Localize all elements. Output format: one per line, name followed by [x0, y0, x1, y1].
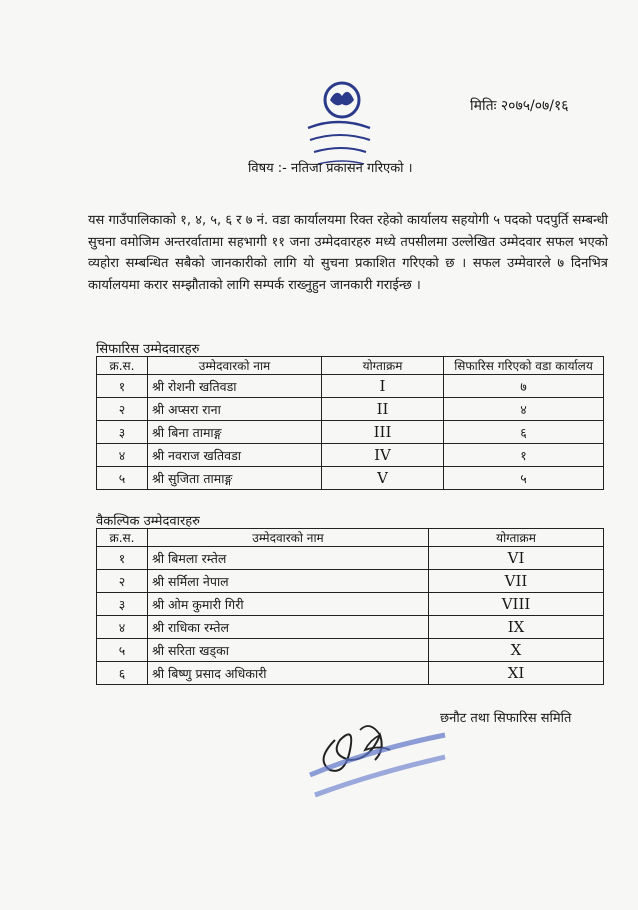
recommended-title: सिफारिस उम्मेदवारहरु — [96, 342, 200, 357]
cell-rank: VII — [429, 570, 604, 593]
signature-stamp — [290, 700, 460, 805]
cell-ward: ४ — [444, 398, 604, 421]
table-row — [97, 398, 604, 421]
cell-rank: V — [322, 467, 444, 490]
header-rank: योग्ताक्रम — [429, 529, 604, 547]
cell-sn: २ — [97, 570, 148, 593]
alternate-title: वैकल्पिक उम्मेदवारहरु — [96, 514, 200, 529]
cell-rank: IV — [322, 444, 444, 467]
table-row — [97, 662, 604, 685]
recommended-table — [96, 356, 604, 490]
table-row — [97, 547, 604, 570]
alternate-table — [96, 528, 604, 685]
cell-ward: १ — [444, 444, 604, 467]
header-ward: सिफारिस गरिएको वडा कार्यालय — [444, 357, 604, 375]
cell-name: श्री सरिता खड्का — [148, 639, 429, 662]
cell-sn: ३ — [97, 421, 148, 444]
date-line: मितिः २०७५/०७/१६ — [470, 98, 569, 114]
table-row — [97, 593, 604, 616]
cell-sn: २ — [97, 398, 148, 421]
cell-ward: ७ — [444, 375, 604, 398]
cell-sn: ४ — [97, 444, 148, 467]
header-name: उम्मेदवारको नाम — [148, 529, 429, 547]
cell-rank: VI — [429, 547, 604, 570]
cell-rank: II — [322, 398, 444, 421]
table-row — [97, 639, 604, 662]
cell-name: श्री राधिका रम्तेल — [148, 616, 429, 639]
header-sn: क्र.स. — [97, 529, 148, 547]
table-header-row — [97, 529, 604, 547]
cell-name: श्री अप्सरा राना — [148, 398, 322, 421]
cell-sn: ४ — [97, 616, 148, 639]
notice-body: यस गाउँपालिकाको १, ४, ५, ६ र ७ नं. वडा कार्यालयमा रिक्त रहेको कार्यालय सहयोगी ५ पदको पदपुर्ति सम्बन्धी सुचना वमोजिम अन्तरर्वातामा सहभागी ११ जना उम्मेदवारहरु मध्ये तपसीलमा उल्लेखित उम्मेदवार सफल भएको व्यहोरा सम्बन्धित सबैको जानकारीको लागि यो सुचना प्रकाशित गरिएको छ । सफल उम्मेवारले ७ दिनभित्र कार्यालयमा करार सम्झौताको लागि सम्पर्क राख्नुहुन जानकारी गराईन्छ । — [88, 213, 608, 293]
cell-sn: ५ — [97, 639, 148, 662]
table-row — [97, 444, 604, 467]
header-sn: क्र.स. — [97, 357, 148, 375]
cell-sn: ६ — [97, 662, 148, 685]
cell-sn: १ — [97, 375, 148, 398]
committee-name: छनौट तथा सिफारिस समिति — [440, 711, 572, 726]
cell-sn: ५ — [97, 467, 148, 490]
cell-name: श्री बिष्णु प्रसाद अधिकारी — [148, 662, 429, 685]
table-row — [97, 616, 604, 639]
cell-name: श्री नवराज खतिवडा — [148, 444, 322, 467]
table-row — [97, 421, 604, 444]
cell-sn: ३ — [97, 593, 148, 616]
cell-name: श्री ओम कुमारी गिरी — [148, 593, 429, 616]
cell-rank: VIII — [429, 593, 604, 616]
cell-rank: X — [429, 639, 604, 662]
cell-name: श्री बिमला रम्तेल — [148, 547, 429, 570]
table-header-row — [97, 357, 604, 375]
cell-name: श्री बिना तामाङ्ग — [148, 421, 322, 444]
cell-name: श्री सुजिता तामाङ्ग — [148, 467, 322, 490]
cell-rank: XI — [429, 662, 604, 685]
subject-line: विषय :- नतिजा प्रकासन गरिएको । — [248, 161, 413, 176]
table-row — [97, 467, 604, 490]
table-row — [97, 570, 604, 593]
cell-rank: I — [322, 375, 444, 398]
cell-rank: IX — [429, 616, 604, 639]
cell-name: श्री सर्मिला नेपाल — [148, 570, 429, 593]
cell-ward: ६ — [444, 421, 604, 444]
table-row — [97, 375, 604, 398]
cell-sn: १ — [97, 547, 148, 570]
header-rank: योग्ताक्रम — [322, 357, 444, 375]
cell-rank: III — [322, 421, 444, 444]
cell-name: श्री रोशनी खतिवडा — [148, 375, 322, 398]
header-name: उम्मेदवारको नाम — [148, 357, 322, 375]
cell-ward: ५ — [444, 467, 604, 490]
